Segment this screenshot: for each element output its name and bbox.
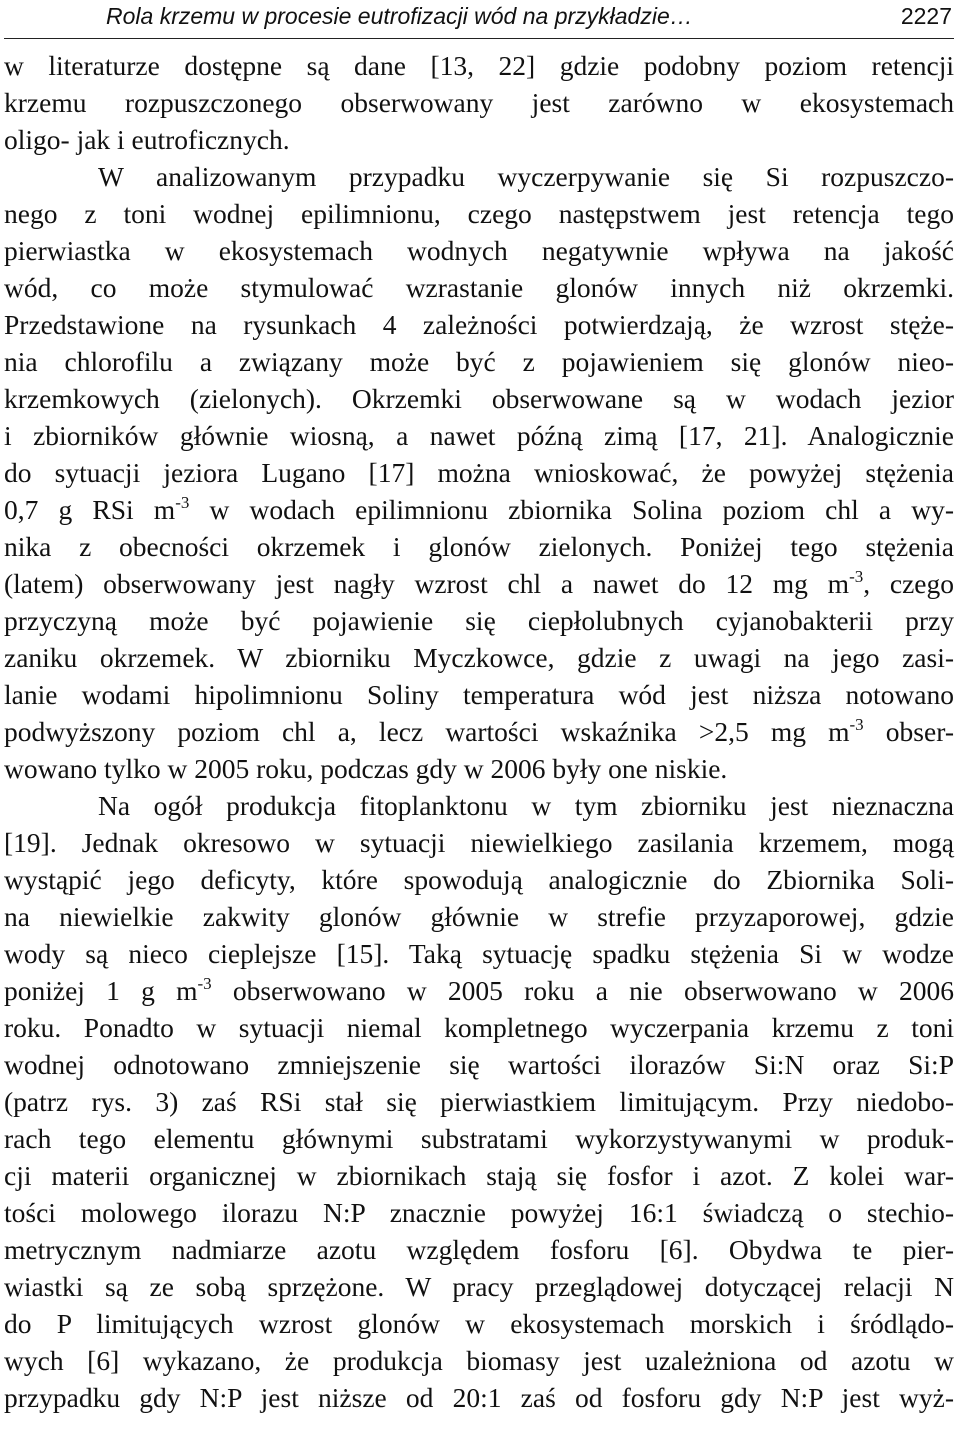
text-line <box>4 121 954 158</box>
text-segment: do sytuacji jeziora Lugano [17] można wnioskować, że powyżej stężenia <box>4 457 954 488</box>
text-segment: pierwiastka w ekosystemach wodnych negatywnie wpływa na jakość <box>4 235 954 266</box>
text-segment: rach tego elementu głównymi substratami wykorzystywanymi w produk- <box>4 1123 954 1154</box>
body-text <box>4 47 954 1416</box>
text-segment: oligo- jak i eutroficznych. <box>4 124 290 155</box>
text-segment: krzemu rozpuszczonego obserwowany jest zarówno w ekosystemach <box>4 87 954 118</box>
text-line <box>4 380 954 417</box>
text-segment: cji materii organicznej w zbiornikach stają się fosfor i azot. Z kolei war- <box>4 1160 954 1191</box>
text-line <box>4 676 954 713</box>
text-segment: (patrz rys. 3) zaś RSi stał się pierwiastkiem limitującym. Przy niedobo- <box>4 1086 954 1117</box>
text-line <box>4 1009 954 1046</box>
text-segment: podwyższony poziom chl a, lecz wartości wskaźnika >2,5 mg m <box>4 716 850 747</box>
text-line <box>4 232 954 269</box>
text-line <box>4 491 954 528</box>
text-line <box>4 454 954 491</box>
text-segment: obser- <box>863 716 954 747</box>
text-segment: , czego <box>863 568 955 599</box>
text-line <box>4 824 954 861</box>
text-segment: wód, co może stymulować wzrastanie glonów innych niż okrzemki. <box>4 272 954 303</box>
text-line <box>4 1379 954 1416</box>
text-line <box>4 861 954 898</box>
text-line <box>4 1046 954 1083</box>
text-line <box>4 1157 954 1194</box>
page-number: 2227 <box>900 3 952 29</box>
text-line <box>4 195 954 232</box>
running-header <box>4 0 954 39</box>
text-line <box>4 787 954 824</box>
text-line <box>4 84 954 121</box>
text-segment: i zbiorników głównie wiosną, a nawet późną zimą [17, 21]. Analogicznie <box>4 420 954 451</box>
text-line <box>4 972 954 1009</box>
text-segment: Przedstawione na rysunkach 4 zależności potwierdzają, że wzrost stęże- <box>4 309 954 340</box>
text-line <box>4 269 954 306</box>
superscript-exponent: -3 <box>175 493 190 512</box>
text-line <box>4 1305 954 1342</box>
document-page <box>4 0 954 1430</box>
text-segment: (latem) obserwowany jest nagły wzrost chl a nawet do 12 mg m <box>4 568 850 599</box>
text-segment: na niewielkie zakwity glonów głównie w strefie przyzaporowej, gdzie <box>4 901 954 932</box>
text-segment: [19]. Jednak okresowo w sytuacji niewielkiego zasilania krzemem, mogą <box>4 827 954 858</box>
text-segment: krzemkowych (zielonych). Okrzemki obserwowane są w wodach jezior <box>4 383 954 414</box>
superscript-exponent: -3 <box>197 974 212 993</box>
superscript-exponent: -3 <box>849 715 864 734</box>
text-line <box>4 898 954 935</box>
text-line <box>4 1120 954 1157</box>
text-line <box>4 1194 954 1231</box>
text-segment: nia chlorofilu a związany może być z pojawieniem się glonów nieo- <box>4 346 954 377</box>
text-segment: lanie wodami hipolimnionu Soliny temperatura wód jest niższa notowano <box>4 679 954 710</box>
running-title: Rola krzemu w procesie eutrofizacji wód na przykładzie… <box>106 3 693 29</box>
text-segment: w wodach epilimnionu zbiornika Solina poziom chl a wy- <box>189 494 954 525</box>
text-line <box>4 565 954 602</box>
text-line <box>4 1268 954 1305</box>
text-line <box>4 639 954 676</box>
text-line <box>4 1083 954 1120</box>
text-line <box>4 528 954 565</box>
text-line <box>4 417 954 454</box>
text-segment: wiastki są ze sobą sprzężone. W pracy przeglądowej dotyczącej relacji N <box>4 1271 954 1302</box>
text-segment: wody są nieco cieplejsze [15]. Taką sytuację spadku stężenia Si w wodze <box>4 938 954 969</box>
text-line <box>4 602 954 639</box>
text-segment: wodnej odnotowano zmniejszenie się wartości ilorazów Si:N oraz Si:P <box>4 1049 954 1080</box>
superscript-exponent: -3 <box>849 567 864 586</box>
text-line <box>4 158 954 195</box>
text-segment: Na ogół produkcja fitoplanktonu w tym zbiorniku jest nieznaczna <box>98 790 954 821</box>
text-line <box>4 343 954 380</box>
text-segment: tości molowego ilorazu N:P znacznie powyżej 16:1 świadczą o stechio- <box>4 1197 954 1228</box>
text-segment: wystąpić jego deficyty, które spowodują analogicznie do Zbiornika Soli- <box>4 864 954 895</box>
text-segment: metrycznym nadmiarze azotu względem fosforu [6]. Obydwa te pier- <box>4 1234 954 1265</box>
text-line <box>4 1231 954 1268</box>
text-line <box>4 750 954 787</box>
text-segment: w literaturze dostępne są dane [13, 22] gdzie podobny poziom retencji <box>4 50 954 81</box>
text-segment: W analizowanym przypadku wyczerpywanie się Si rozpuszczo- <box>98 161 954 192</box>
text-segment: zaniku okrzemek. W zbiorniku Myczkowce, gdzie z uwagi na jego zasi- <box>4 642 954 673</box>
text-segment: nego z toni wodnej epilimnionu, czego następstwem jest retencja tego <box>4 198 954 229</box>
text-segment: nika z obecności okrzemek i glonów zielonych. Poniżej tego stężenia <box>4 531 954 562</box>
text-segment: przyczyną może być pojawienie się ciepłolubnych cyjanobakterii przy <box>4 605 954 636</box>
text-line <box>4 47 954 84</box>
text-segment: poniżej 1 g m <box>4 975 198 1006</box>
text-segment: wowano tylko w 2005 roku, podczas gdy w 2006 były one niskie. <box>4 753 728 784</box>
text-segment: 0,7 g RSi m <box>4 494 176 525</box>
text-line <box>4 713 954 750</box>
text-segment: obserwowano w 2005 roku a nie obserwowano w 2006 <box>211 975 954 1006</box>
text-line <box>4 1342 954 1379</box>
text-segment: do P limitujących wzrost glonów w ekosystemach morskich i śródlądo- <box>4 1308 954 1339</box>
text-line <box>4 306 954 343</box>
text-segment: przypadku gdy N:P jest niższe od 20:1 zaś od fosforu gdy N:P jest wyż- <box>4 1382 954 1413</box>
text-segment: wych [6] wykazano, że produkcja biomasy jest uzależniona od azotu w <box>4 1345 954 1376</box>
text-line <box>4 935 954 972</box>
text-segment: roku. Ponadto w sytuacji niemal kompletnego wyczerpania krzemu z toni <box>4 1012 954 1043</box>
